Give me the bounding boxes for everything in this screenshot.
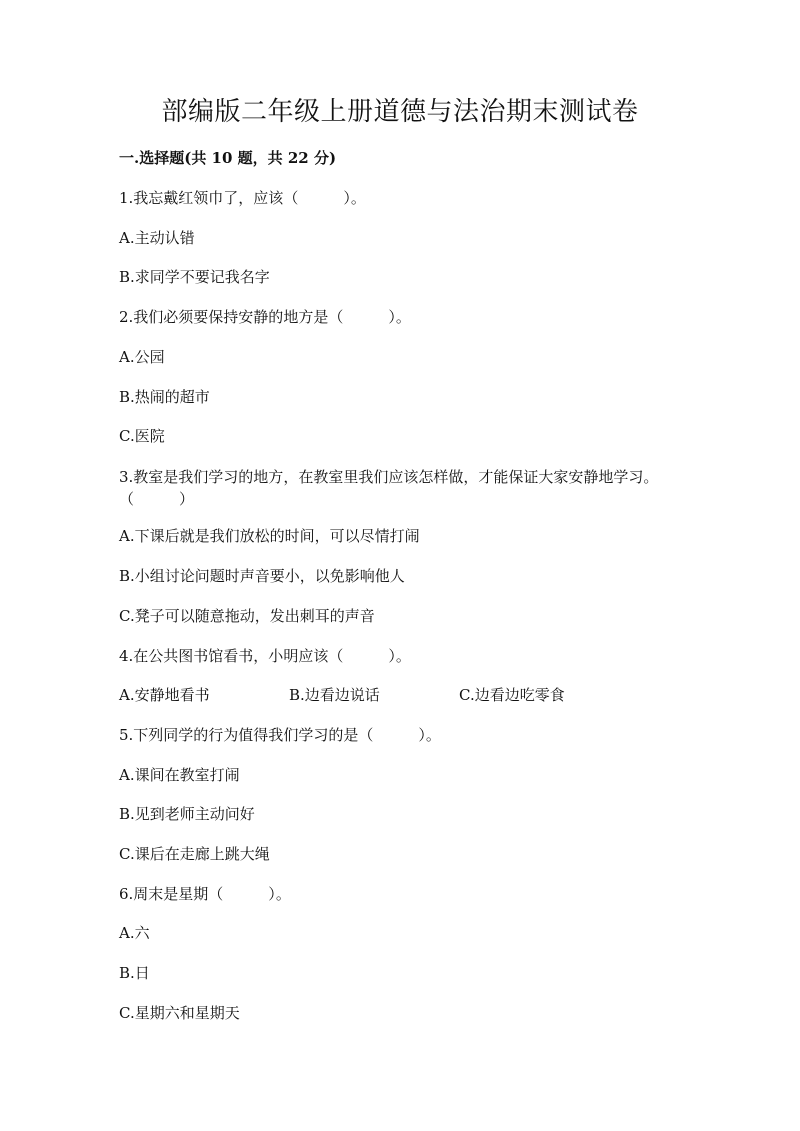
question-6: 6.周末是星期（ ）。 xyxy=(119,885,291,903)
question-5: 5.下列同学的行为值得我们学习的是（ ）。 xyxy=(119,726,441,744)
q2-option-a: A.公园 xyxy=(119,348,165,366)
page-title: 部编版二年级上册道德与法治期末测试卷 xyxy=(161,97,639,127)
q6-option-c: C.星期六和星期天 xyxy=(119,1004,240,1022)
q3-option-b: B.小组讨论问题时声音要小，以免影响他人 xyxy=(119,567,405,585)
q2-option-b: B.热闹的超市 xyxy=(119,388,210,406)
q4-option-a: A.安静地看书 xyxy=(119,686,210,704)
q2-option-c: C.医院 xyxy=(119,427,165,445)
question-2: 2.我们必须要保持安静的地方是（ ）。 xyxy=(119,308,411,326)
question-3: 3.教室是我们学习的地方，在教室里我们应该怎样做，才能保证大家安静地学习。（ ） xyxy=(119,468,659,508)
question-1: 1.我忘戴红领巾了，应该（ ）。 xyxy=(119,189,366,207)
q3-option-c: C.凳子可以随意拖动，发出刺耳的声音 xyxy=(119,607,375,625)
q6-option-a: A.六 xyxy=(119,924,150,942)
q4-option-b: B.边看边说话 xyxy=(289,686,380,704)
section-heading: 一.选择题(共 10 题，共 22 分) xyxy=(119,149,337,167)
q4-options-row xyxy=(119,683,565,707)
q5-option-b: B.见到老师主动问好 xyxy=(119,805,255,823)
q4-option-c: C.边看边吃零食 xyxy=(459,686,565,704)
q1-option-b: B.求同学不要记我名字 xyxy=(119,268,270,286)
question-4: 4.在公共图书馆看书，小明应该（ ）。 xyxy=(119,647,411,665)
q3-option-a: A.下课后就是我们放松的时间，可以尽情打闹 xyxy=(119,527,420,545)
q5-option-a: A.课间在教室打闹 xyxy=(119,766,240,784)
q6-option-b: B.日 xyxy=(119,964,150,982)
q5-option-c: C.课后在走廊上跳大绳 xyxy=(119,845,270,863)
q1-option-a: A.主动认错 xyxy=(119,229,195,247)
